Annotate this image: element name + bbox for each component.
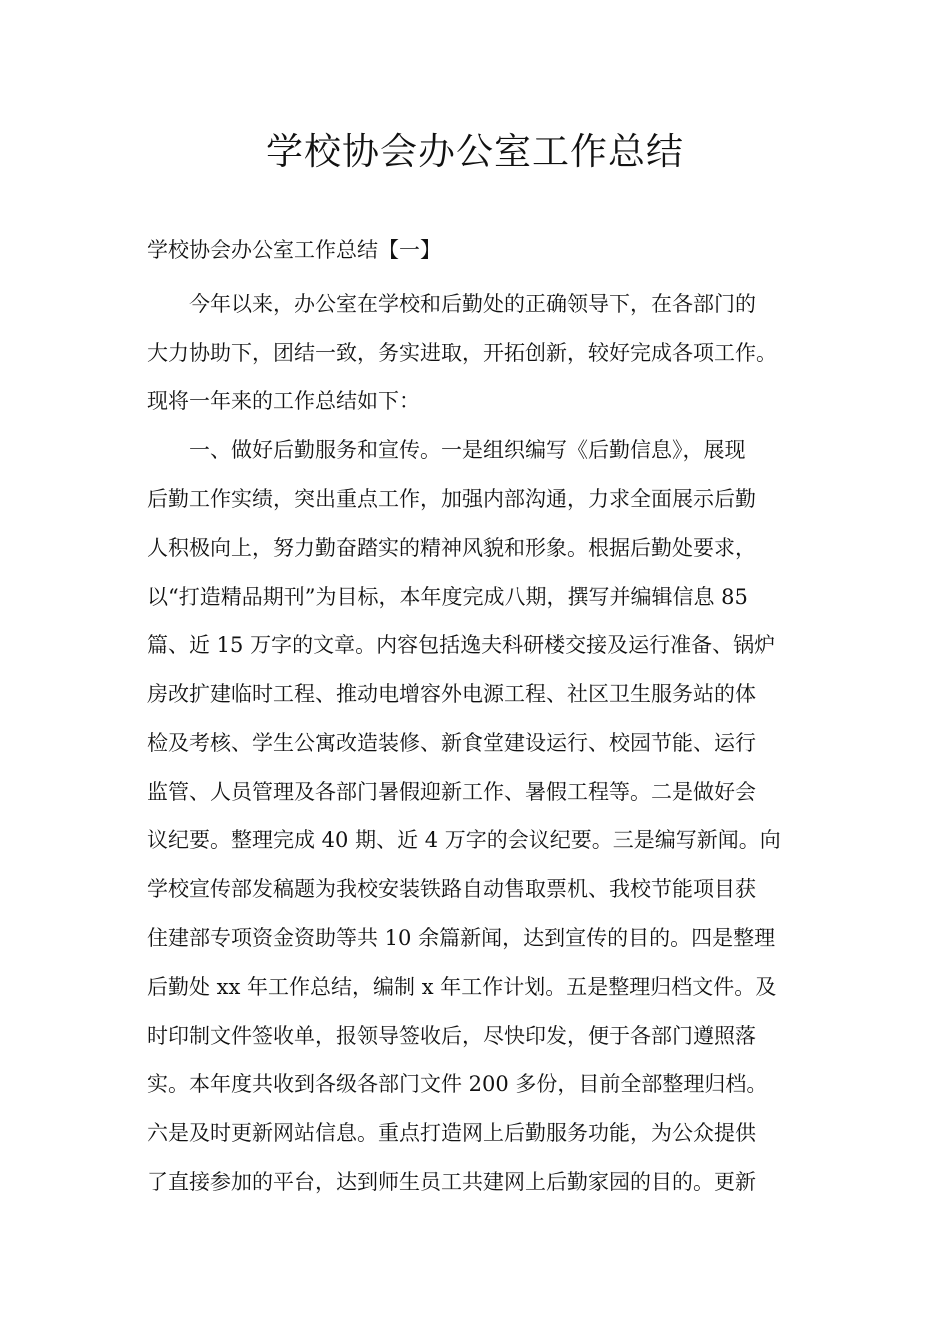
body-line: 一、做好后勤服务和宣传。一是组织编写《后勤信息》，展现 — [189, 438, 746, 462]
body-line: 篇、近 15 万字的文章。内容包括逸夫科研楼交接及运行准备、锅炉 — [147, 633, 776, 657]
body-line: 实。本年度共收到各级各部门文件 200 多份，目前全部整理归档。 — [147, 1072, 768, 1096]
body-line: 检及考核、学生公寓改造装修、新食堂建设运行、校园节能、运行 — [147, 731, 756, 755]
section-heading: 学校协会办公室工作总结【一】 — [147, 238, 441, 262]
body-line: 了直接参加的平台，达到师生员工共建网上后勤家园的目的。更新 — [147, 1170, 756, 1194]
body-line: 议纪要。整理完成 40 期、近 4 万字的会议纪要。三是编写新闻。向 — [147, 828, 781, 852]
body-line: 房改扩建临时工程、推动电增容外电源工程、社区卫生服务站的体 — [147, 682, 756, 706]
body-line: 人积极向上，努力勤奋踏实的精神风貌和形象。根据后勤处要求， — [147, 536, 756, 560]
body-line: 后勤处 xx 年工作总结，编制 x 年工作计划。五是整理归档文件。及 — [147, 975, 777, 999]
body-line: 监管、人员管理及各部门暑假迎新工作、暑假工程等。二是做好会 — [147, 780, 756, 804]
document-title: 学校协会办公室工作总结 — [266, 130, 684, 173]
body-line: 后勤工作实绩，突出重点工作，加强内部沟通，力求全面展示后勤 — [147, 487, 756, 511]
body-line: 住建部专项资金资助等共 10 余篇新闻，达到宣传的目的。四是整理 — [147, 926, 776, 950]
body-line: 六是及时更新网站信息。重点打造网上后勤服务功能，为公众提供 — [147, 1121, 756, 1145]
body-line: 现将一年来的工作总结如下： — [147, 389, 420, 413]
body-line: 时印制文件签收单，报领导签收后，尽快印发，便于各部门遵照落 — [147, 1024, 756, 1048]
body-line: 今年以来，办公室在学校和后勤处的正确领导下，在各部门的 — [189, 292, 756, 316]
body-line: 大力协助下，团结一致，务实进取，开拓创新，较好完成各项工作。 — [147, 341, 777, 365]
body-line: 以“打造精品期刊”为目标，本年度完成八期，撰写并编辑信息 85 — [147, 585, 748, 609]
body-line: 学校宣传部发稿题为我校安装铁路自动售取票机、我校节能项目获 — [147, 877, 756, 901]
